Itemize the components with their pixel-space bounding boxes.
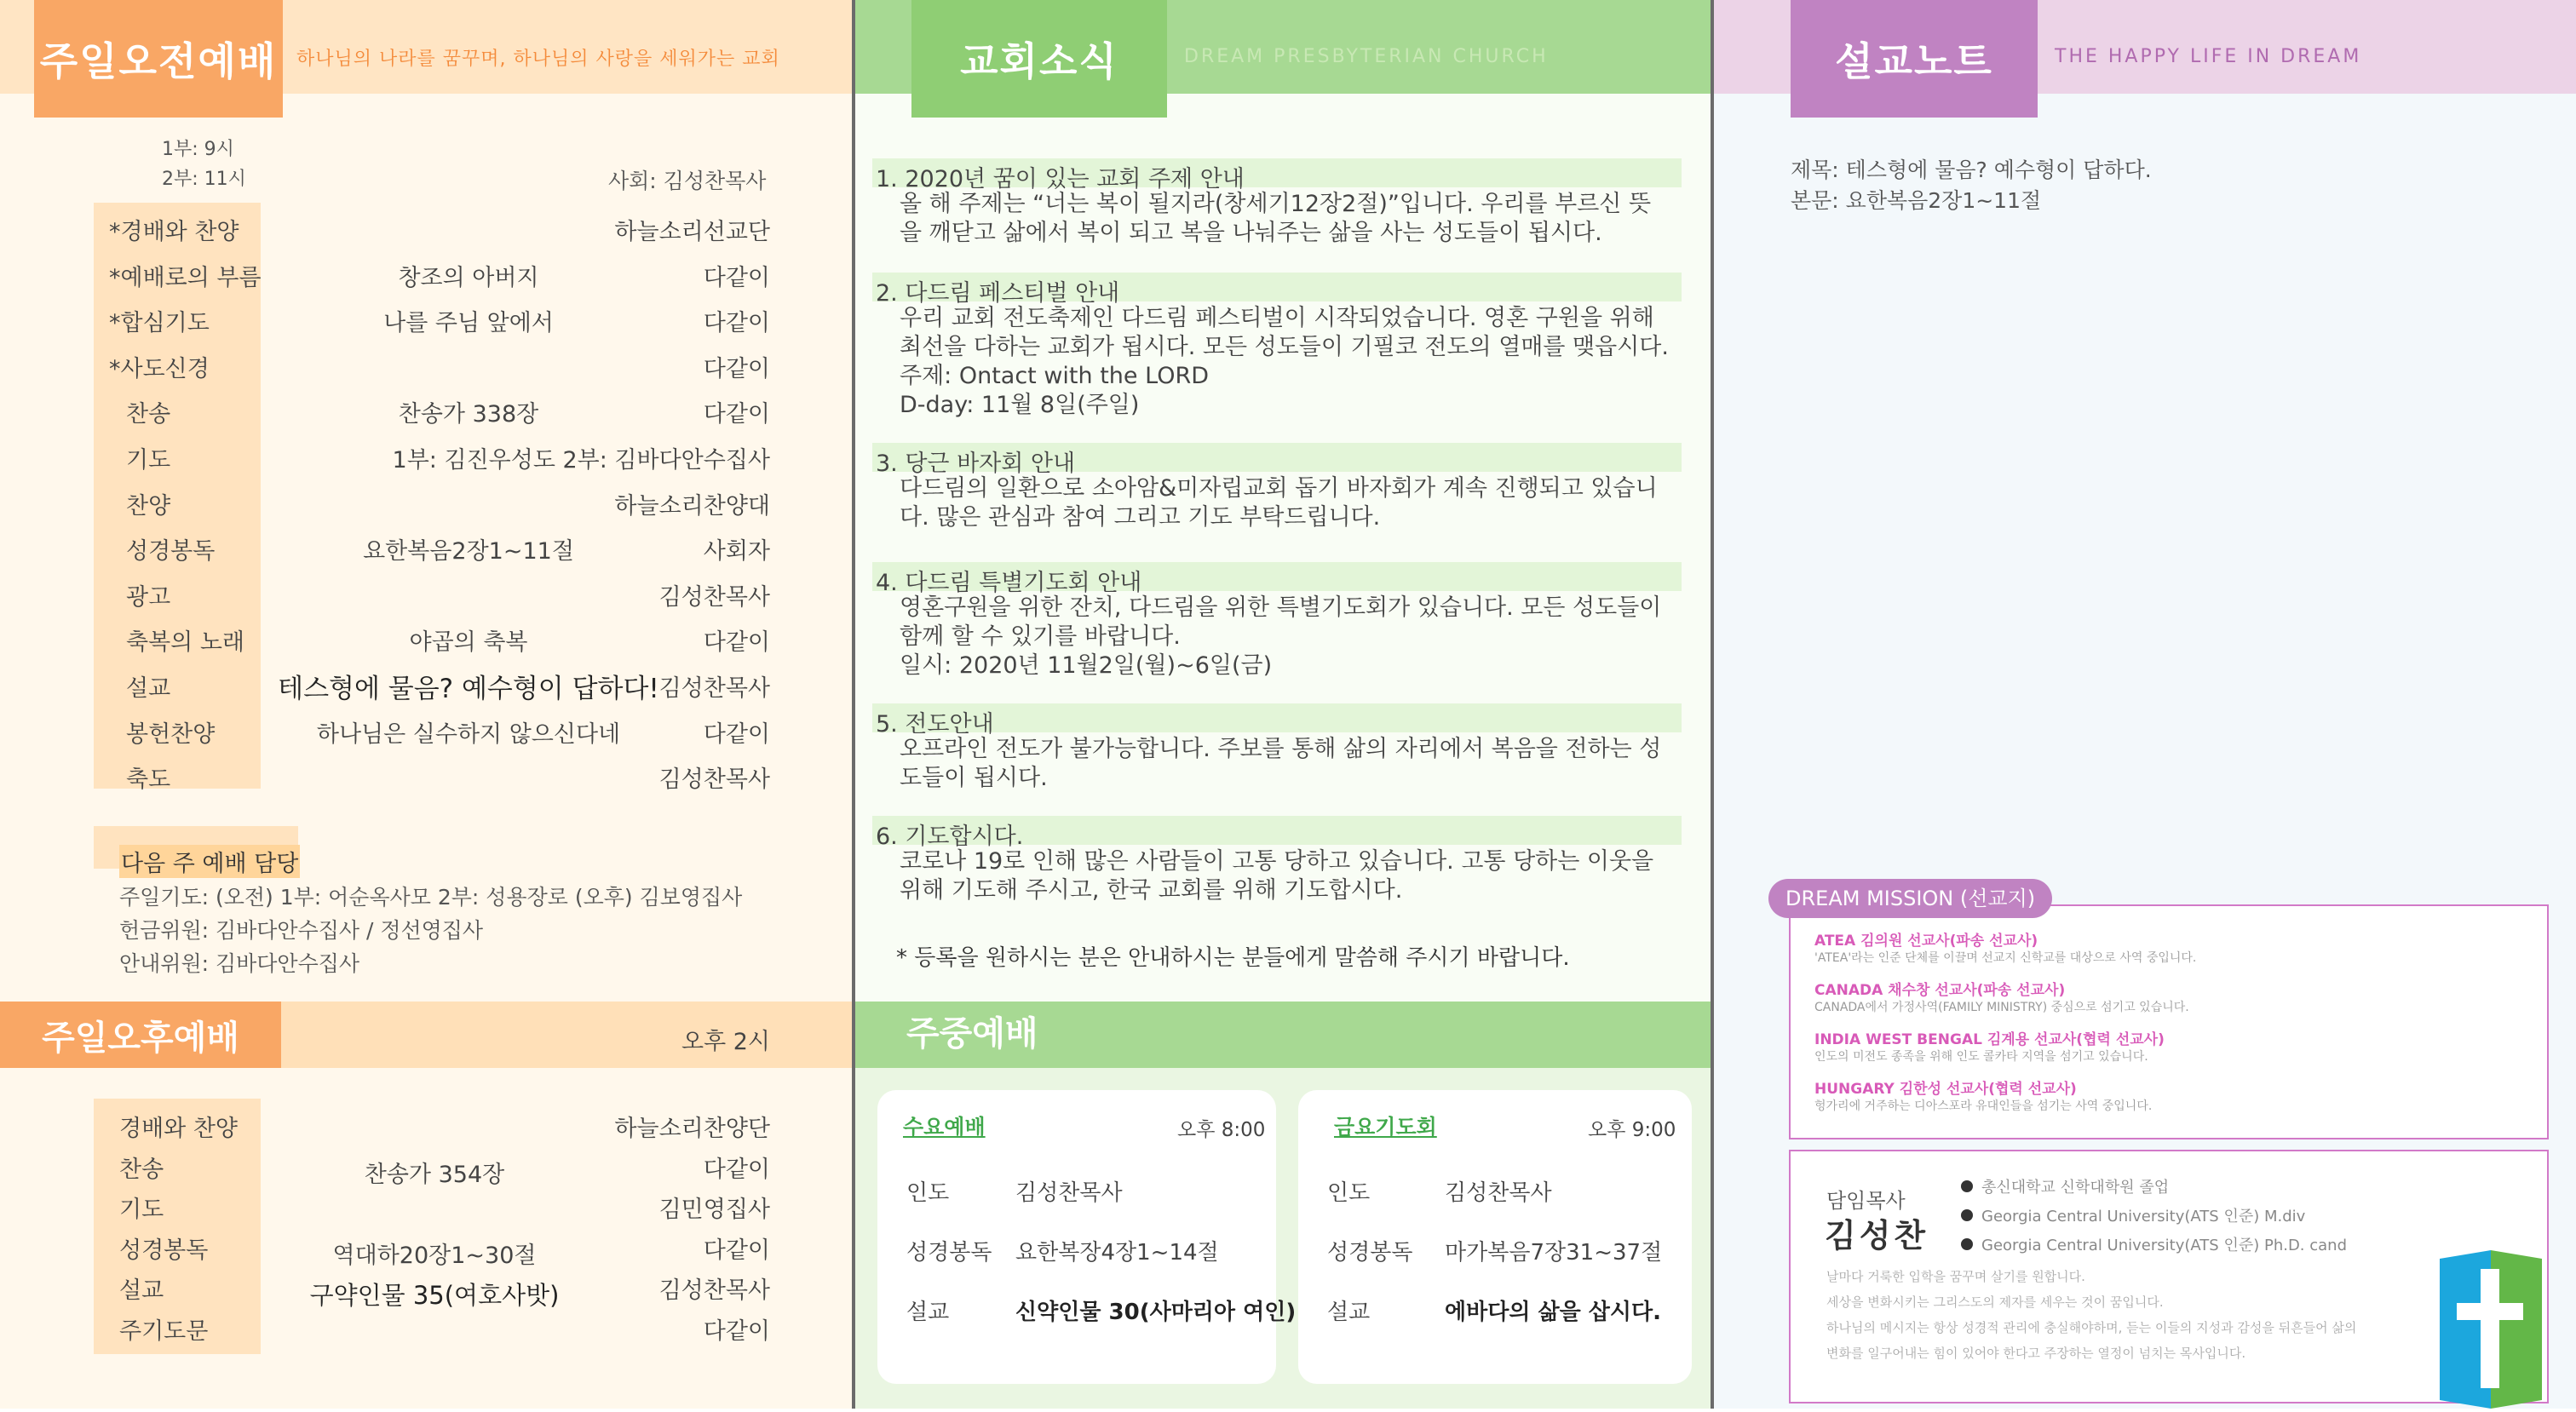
order-person: 다같이	[703, 720, 770, 748]
news-line: 주제: Ontact with the LORD	[900, 363, 1209, 389]
order-item: 찬송	[126, 401, 171, 428]
church-news-subtitle: DREAM PRESBYTERIAN CHURCH	[1184, 46, 1549, 67]
service-row-label: 성경봉독	[1327, 1240, 1413, 1266]
order-content: 테스형에 물음? 예수형이 답하다!	[278, 674, 659, 704]
presider: 사회: 김성찬목사	[608, 169, 767, 193]
order-person: 다같이	[703, 264, 770, 291]
sermon-note-panel	[1714, 0, 2576, 1409]
order-item: *합심기도	[109, 310, 210, 337]
news-title: 1. 2020년 꿈이 있는 교회 주제 안내	[876, 166, 1245, 192]
afternoon-item: 경배와 찬양	[119, 1116, 238, 1142]
next-week-line-3: 안내위원: 김바다안수집사	[119, 951, 360, 976]
bullet-icon	[1961, 1238, 1973, 1250]
afternoon-content: 구약인물 35(여호사밧)	[309, 1281, 560, 1310]
pastor-note-line: 변화를 일구어내는 힘이 있어야 한다고 주장하는 열정이 넘치는 목사입니다.	[1826, 1346, 2246, 1361]
next-week-line-2: 헌금위원: 김바다안수집사 / 정선영집사	[119, 918, 484, 943]
news-line: 우리 교회 전도축제인 다드림 페스티벌이 시작되었습니다. 영혼 구원을 위해	[900, 305, 1654, 331]
news-line: 일시: 2020년 11월2일(월)~6일(금)	[900, 652, 1273, 679]
wednesday-service-card	[877, 1090, 1297, 1384]
pastor-note-line: 세상을 변화시키는 그리스도의 제자를 세우는 것이 꿈입니다.	[1826, 1294, 2164, 1310]
service-row-label: 설교	[1327, 1300, 1371, 1325]
afternoon-person: 다같이	[703, 1237, 770, 1264]
service-row-value: 요한복장4장1~14절	[1015, 1240, 1219, 1266]
pastor-credential: 총신대학교 신학대학원 졸업	[1981, 1179, 2170, 1197]
news-line: 위해 기도해 주시고, 한국 교회를 위해 기도합시다.	[900, 877, 1403, 904]
sermon-title: 제목: 테스형에 물음? 예수형이 답하다.	[1791, 158, 2152, 182]
friday-time: 오후 9:00	[1588, 1119, 1676, 1141]
order-person: 1부: 김진우성도 2부: 김바다안수집사	[392, 447, 770, 474]
mission-title: CANADA 채수창 선교사(파송 선교사)	[1814, 982, 2066, 999]
news-line: 을 깨닫고 삶에서 복이 되고 복을 나눠주는 삶을 사는 성도들이 됩시다.	[900, 220, 1602, 246]
news-line: 오프라인 전도가 불가능합니다. 주보를 통해 삶의 자리에서 복음을 전하는 성	[900, 736, 1662, 762]
church-news-panel	[855, 0, 1711, 1409]
service-row-label: 성경봉독	[906, 1240, 992, 1266]
news-title: 3. 당근 바자회 안내	[876, 451, 1076, 477]
order-person: 하늘소리선교단	[614, 219, 770, 245]
order-item: 축도	[126, 766, 171, 794]
service-row-value: 에바다의 삶을 삽시다.	[1445, 1300, 1662, 1325]
news-title: 2. 다드림 페스티벌 안내	[876, 280, 1120, 307]
church-cross-logo	[2440, 1250, 2542, 1409]
afternoon-person: 김민영집사	[658, 1197, 770, 1223]
registration-footnote: * 등록을 원하시는 분은 안내하시는 분들에게 말씀해 주시기 바랍니다.	[896, 945, 1570, 971]
news-line: 코로나 19로 인해 많은 사람들이 고통 당하고 있습니다. 고통 당하는 이웃을	[900, 848, 1654, 875]
afternoon-person: 하늘소리찬양단	[614, 1116, 770, 1142]
afternoon-time: 오후 2시	[681, 1029, 771, 1055]
order-item: *예배로의 부름	[109, 264, 262, 291]
order-content: 하나님은 실수하지 않으신다네	[316, 720, 621, 748]
mission-title: HUNGARY 김한성 선교사(협력 선교사)	[1814, 1081, 2077, 1098]
afternoon-item: 기도	[119, 1197, 164, 1223]
mission-desc: 'ATEA'라는 인준 단체를 이끌며 선교지 신학교를 대상으로 사역 중입니다.	[1814, 951, 2197, 965]
afternoon-item: 찬송	[119, 1156, 164, 1183]
service-row-value: 김성찬목사	[1015, 1180, 1123, 1206]
sermon-note-title: 설교노트	[1791, 0, 2038, 118]
sermon-text: 본문: 요한복음2장1~11절	[1791, 188, 2042, 213]
mission-desc: 인도의 미전도 종족을 위해 인도 콜카타 지역을 섬기고 있습니다.	[1814, 1050, 2148, 1064]
order-content: 찬송가 338장	[398, 401, 539, 428]
sermon-note-subtitle: THE HAPPY LIFE IN DREAM	[2055, 46, 2362, 67]
next-week-title: 다음 주 예배 담당	[119, 845, 300, 878]
news-line: 다드림의 일환으로 소아암&미자립교회 돕기 바자회가 계속 진행되고 있습니	[900, 475, 1658, 502]
friday-title: 금요기도회	[1334, 1115, 1437, 1139]
church-news-title: 교회소식	[911, 0, 1167, 118]
news-title: 4. 다드림 특별기도회 안내	[876, 570, 1142, 596]
morning-worship-subtitle: 하나님의 나라를 꿈꾸며, 하나님의 사랑을 세워가는 교회	[296, 49, 780, 70]
order-person: 김성찬목사	[658, 583, 770, 611]
news-title: 5. 전도안내	[876, 711, 994, 738]
order-person: 다같이	[703, 629, 770, 657]
afternoon-content: 찬송가 354장	[364, 1161, 505, 1188]
afternoon-person: 김성찬목사	[658, 1277, 770, 1304]
order-person: 하늘소리찬양대	[614, 492, 770, 519]
morning-worship-panel	[0, 0, 852, 1409]
service-time-1: 1부: 9시	[162, 139, 234, 160]
cross-logo-icon	[2440, 1250, 2542, 1409]
order-content: 나를 주님 앞에서	[383, 310, 554, 337]
morning-worship-title: 주일오전예배	[34, 0, 283, 118]
pastor-role: 담임목사	[1826, 1189, 1906, 1213]
service-row-value: 신약인물 30(사마리아 여인)	[1015, 1300, 1297, 1325]
service-row-value: 마가복음7장31~37절	[1445, 1240, 1663, 1266]
friday-service-card	[1298, 1090, 1692, 1384]
order-content: 창조의 아버지	[398, 264, 539, 291]
pastor-name: 김성찬	[1825, 1217, 1929, 1254]
order-content: 야곱의 축복	[409, 629, 528, 657]
news-line: 다. 많은 관심과 참여 그리고 기도 부탁드립니다.	[900, 504, 1381, 531]
news-line: 함께 할 수 있기를 바랍니다.	[900, 623, 1181, 650]
service-row-value: 김성찬목사	[1445, 1180, 1552, 1206]
pastor-note-line: 하나님의 메시지는 항상 성경적 관리에 충실해야하며, 듣는 이들의 지성과 감성을 뒤흔들어 삶의	[1826, 1320, 2357, 1335]
order-person: 김성찬목사	[658, 766, 770, 794]
order-item: *경배와 찬양	[109, 219, 239, 245]
news-title: 6. 기도합시다.	[876, 824, 1024, 850]
wednesday-time: 오후 8:00	[1177, 1119, 1266, 1141]
order-content: 요한복음2장1~11절	[363, 538, 574, 565]
pastor-note-line: 날마다 거룩한 입학을 꿈꾸며 살기를 원합니다.	[1826, 1269, 2085, 1284]
mission-title: INDIA WEST BENGAL 김계용 선교사(협력 선교사)	[1814, 1031, 2165, 1048]
mission-label: DREAM MISSION (선교지)	[1768, 879, 2052, 918]
pastor-credential: Georgia Central University(ATS 인준) Ph.D. cand	[1981, 1237, 2348, 1254]
pastor-credential: Georgia Central University(ATS 인준) M.div	[1981, 1208, 2306, 1225]
order-item: 봉헌찬양	[126, 720, 216, 748]
order-item: 축복의 노래	[126, 629, 244, 657]
mission-desc: CANADA에서 가정사역(FAMILY MINISTRY) 중심으로 섬기고 있습니다.	[1814, 1001, 2189, 1014]
news-line: 영혼구원을 위한 잔치, 다드림을 위한 특별기도회가 있습니다. 모든 성도들이	[900, 594, 1662, 621]
afternoon-content: 역대하20장1~30절	[332, 1242, 537, 1269]
next-week-line-1: 주일기도: (오전) 1부: 어순옥사모 2부: 성용장로 (오후) 김보영집사	[119, 885, 743, 910]
order-item: 성경봉독	[126, 538, 216, 565]
afternoon-worship-title: 주일오후예배	[0, 1002, 281, 1068]
news-line: 최선을 다하는 교회가 됩시다. 모든 성도들이 기필코 전도의 열매를 맺읍시다.	[900, 334, 1669, 360]
service-row-label: 설교	[906, 1300, 950, 1325]
order-item: 찬양	[126, 492, 171, 519]
order-item: *사도신경	[109, 355, 210, 382]
news-line: 도들이 됩시다.	[900, 765, 1048, 791]
order-person: 김성찬목사	[658, 675, 770, 702]
order-item: 광고	[126, 583, 171, 611]
wednesday-title: 수요예배	[903, 1115, 986, 1139]
bullet-icon	[1961, 1209, 1973, 1221]
order-person: 다같이	[703, 401, 770, 428]
afternoon-person: 다같이	[703, 1317, 770, 1345]
service-row-label: 인도	[1327, 1180, 1371, 1206]
order-item: 기도	[126, 447, 171, 474]
afternoon-item: 주기도문	[119, 1317, 209, 1345]
afternoon-item: 설교	[119, 1277, 164, 1304]
afternoon-item: 성경봉독	[119, 1237, 209, 1264]
weekly-worship-title: 주중예배	[906, 1013, 1038, 1053]
news-line: 올 해 주제는 “너는 복이 될지라(창세기12장2절)”입니다. 우리를 부르신 뜻	[900, 191, 1652, 217]
afternoon-person: 다같이	[703, 1156, 770, 1183]
service-time-2: 2부: 11시	[162, 169, 246, 190]
mission-title: ATEA 김의원 선교사(파송 선교사)	[1814, 933, 2038, 950]
order-person: 다같이	[703, 310, 770, 337]
order-person: 사회자	[703, 538, 770, 565]
service-row-label: 인도	[906, 1180, 950, 1206]
news-line: D-day: 11월 8일(주일)	[900, 392, 1140, 418]
order-person: 다같이	[703, 355, 770, 382]
bullet-icon	[1961, 1180, 1973, 1192]
mission-desc: 헝가리에 거주하는 디아스포라 유대인들을 섬기는 사역 중입니다.	[1814, 1099, 2153, 1113]
order-item: 설교	[126, 675, 171, 702]
